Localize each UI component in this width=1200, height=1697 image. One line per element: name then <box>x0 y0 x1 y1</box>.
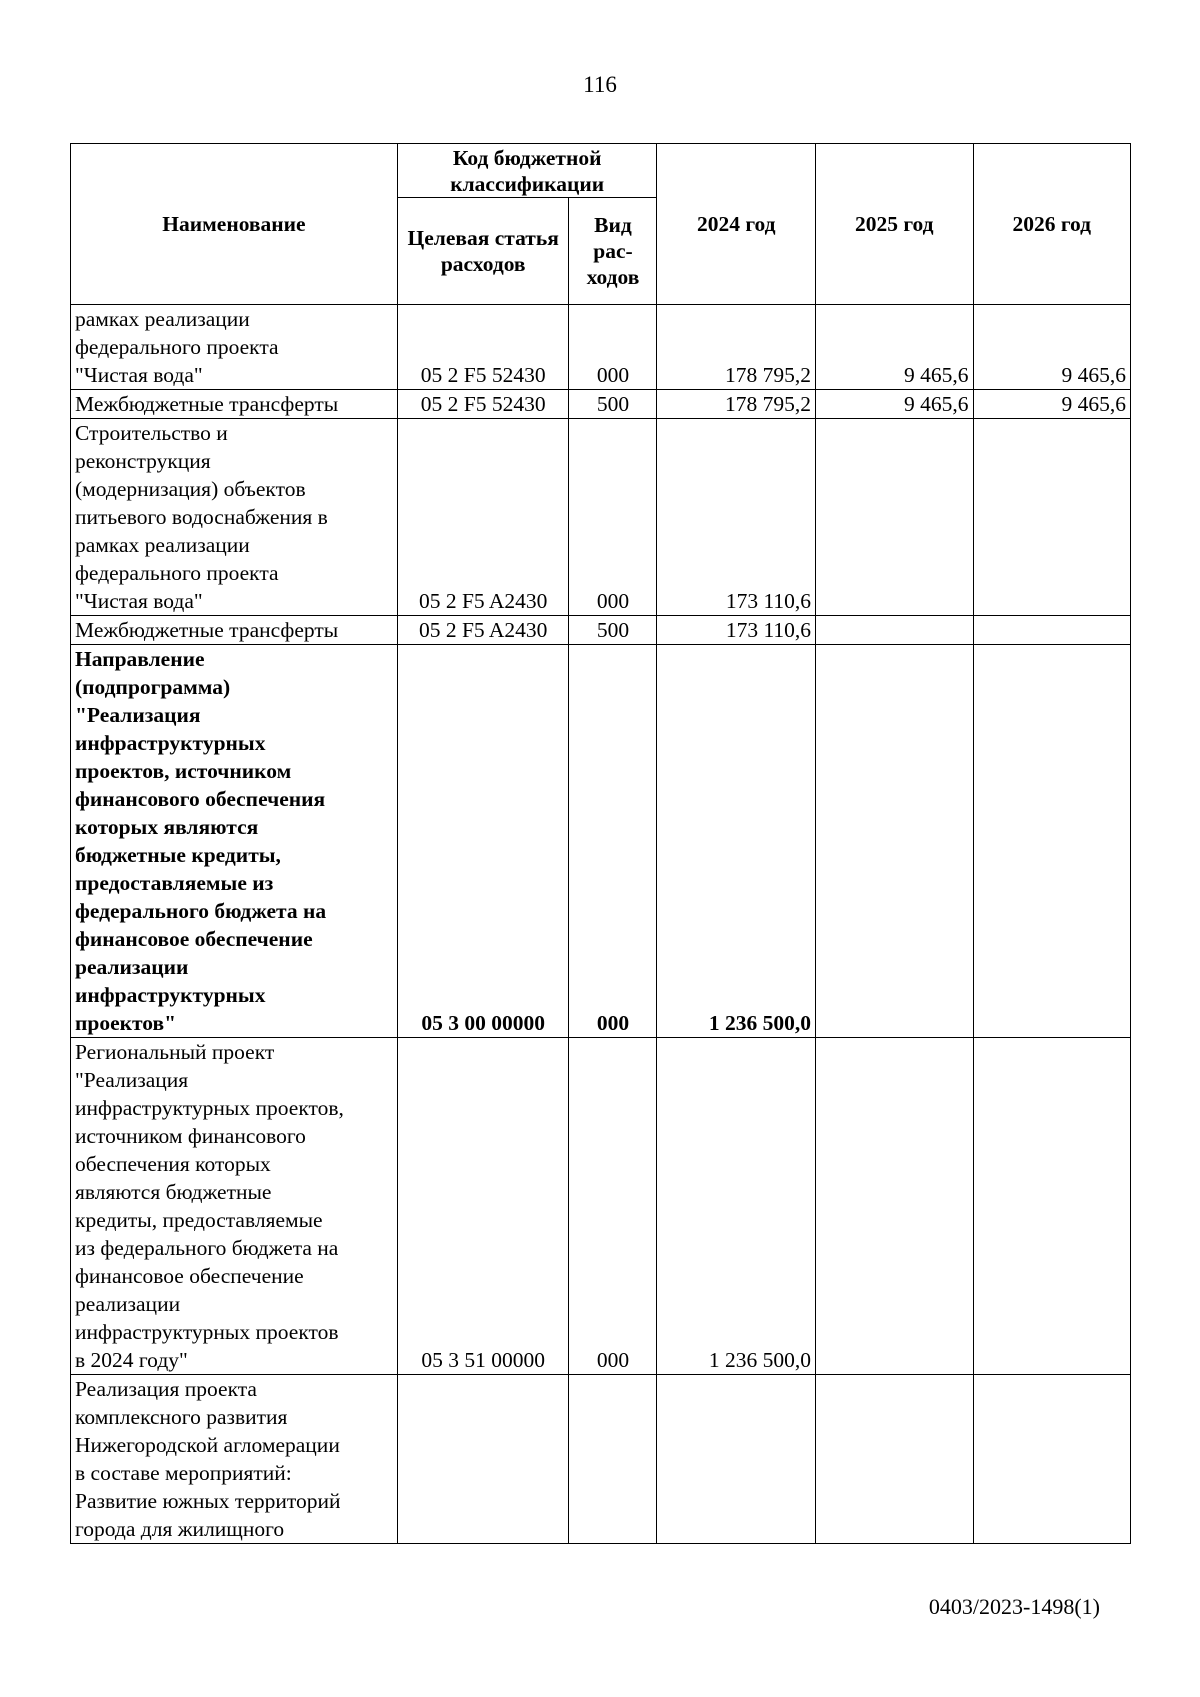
table-row <box>71 419 1131 616</box>
cell-code: 05 2 F5 A2430 <box>397 419 569 616</box>
header-budget-code: Код бюджетной классификации <box>397 144 657 198</box>
cell-code: 05 2 F5 52430 <box>397 305 569 390</box>
cell-y2026 <box>973 616 1131 645</box>
cell-code: 05 3 00 00000 <box>397 645 569 1038</box>
cell-y2025: 9 465,6 <box>816 390 973 419</box>
cell-type: 000 <box>569 1038 657 1375</box>
header-year-2024: 2024 год <box>657 144 816 305</box>
header-expense-type: Вид рас-ходов <box>569 198 657 305</box>
cell-code: 05 2 F5 52430 <box>397 390 569 419</box>
cell-name: Региональный проект "Реализация инфраструктурных проектов, источником финансового обеспечения которых являются бюджетные кредиты, предоставляемые из федерального бюджета на финансовое обеспечение реализации инфраструктурных проектов в 2024 году" <box>71 1038 398 1375</box>
cell-name: Строительство и реконструкция (модернизация) объектов питьевого водоснабжения в рамках реализации федерального проекта "Чистая вода" <box>71 419 398 616</box>
cell-y2026 <box>973 1375 1131 1544</box>
header-year-2025: 2025 год <box>816 144 973 305</box>
cell-y2024: 1 236 500,0 <box>657 1038 816 1375</box>
cell-y2024: 173 110,6 <box>657 616 816 645</box>
document-number: 0403/2023-1498(1) <box>928 1594 1100 1619</box>
cell-y2026 <box>973 419 1131 616</box>
header-name: Наименование <box>71 144 398 305</box>
table-row <box>71 1375 1131 1544</box>
table-header <box>71 144 1131 305</box>
cell-y2024 <box>657 1375 816 1544</box>
table-row <box>71 305 1131 390</box>
table-row <box>71 390 1131 419</box>
cell-name: Реализация проекта комплексного развития Нижегородской агломерации в составе мероприятий: Развитие южных территорий города для жилищного <box>71 1375 398 1544</box>
cell-type <box>569 1375 657 1544</box>
cell-code: 05 3 51 00000 <box>397 1038 569 1375</box>
cell-y2024: 178 795,2 <box>657 390 816 419</box>
cell-y2024: 1 236 500,0 <box>657 645 816 1038</box>
cell-y2024: 178 795,2 <box>657 305 816 390</box>
cell-name: Межбюджетные трансферты <box>71 390 398 419</box>
cell-type: 000 <box>569 645 657 1038</box>
cell-y2025 <box>816 1038 973 1375</box>
cell-type: 000 <box>569 419 657 616</box>
cell-name: Направление (подпрограмма) "Реализация инфраструктурных проектов, источником финансового обеспечения которых являются бюджетные кредиты, предоставляемые из федерального бюджета на финансовое обеспечение реализации инфраструктурных проектов" <box>71 645 398 1038</box>
cell-name: рамках реализации федерального проекта "Чистая вода" <box>71 305 398 390</box>
cell-y2025 <box>816 1375 973 1544</box>
cell-y2026 <box>973 645 1131 1038</box>
cell-type: 500 <box>569 390 657 419</box>
cell-y2025 <box>816 645 973 1038</box>
cell-y2025 <box>816 419 973 616</box>
cell-code <box>397 1375 569 1544</box>
page-number: 116 <box>583 72 617 97</box>
header-year-2026: 2026 год <box>973 144 1131 305</box>
cell-y2026: 9 465,6 <box>973 390 1131 419</box>
table-row <box>71 616 1131 645</box>
budget-table <box>70 143 1131 1544</box>
cell-y2024: 173 110,6 <box>657 419 816 616</box>
cell-y2026: 9 465,6 <box>973 305 1131 390</box>
header-target-article: Целевая статья расходов <box>397 198 569 305</box>
table-row <box>71 645 1131 1038</box>
cell-code: 05 2 F5 A2430 <box>397 616 569 645</box>
cell-type: 500 <box>569 616 657 645</box>
cell-y2025 <box>816 616 973 645</box>
table-row <box>71 1038 1131 1375</box>
cell-name: Межбюджетные трансферты <box>71 616 398 645</box>
cell-y2026 <box>973 1038 1131 1375</box>
cell-y2025: 9 465,6 <box>816 305 973 390</box>
cell-type: 000 <box>569 305 657 390</box>
table-body <box>71 305 1131 1544</box>
